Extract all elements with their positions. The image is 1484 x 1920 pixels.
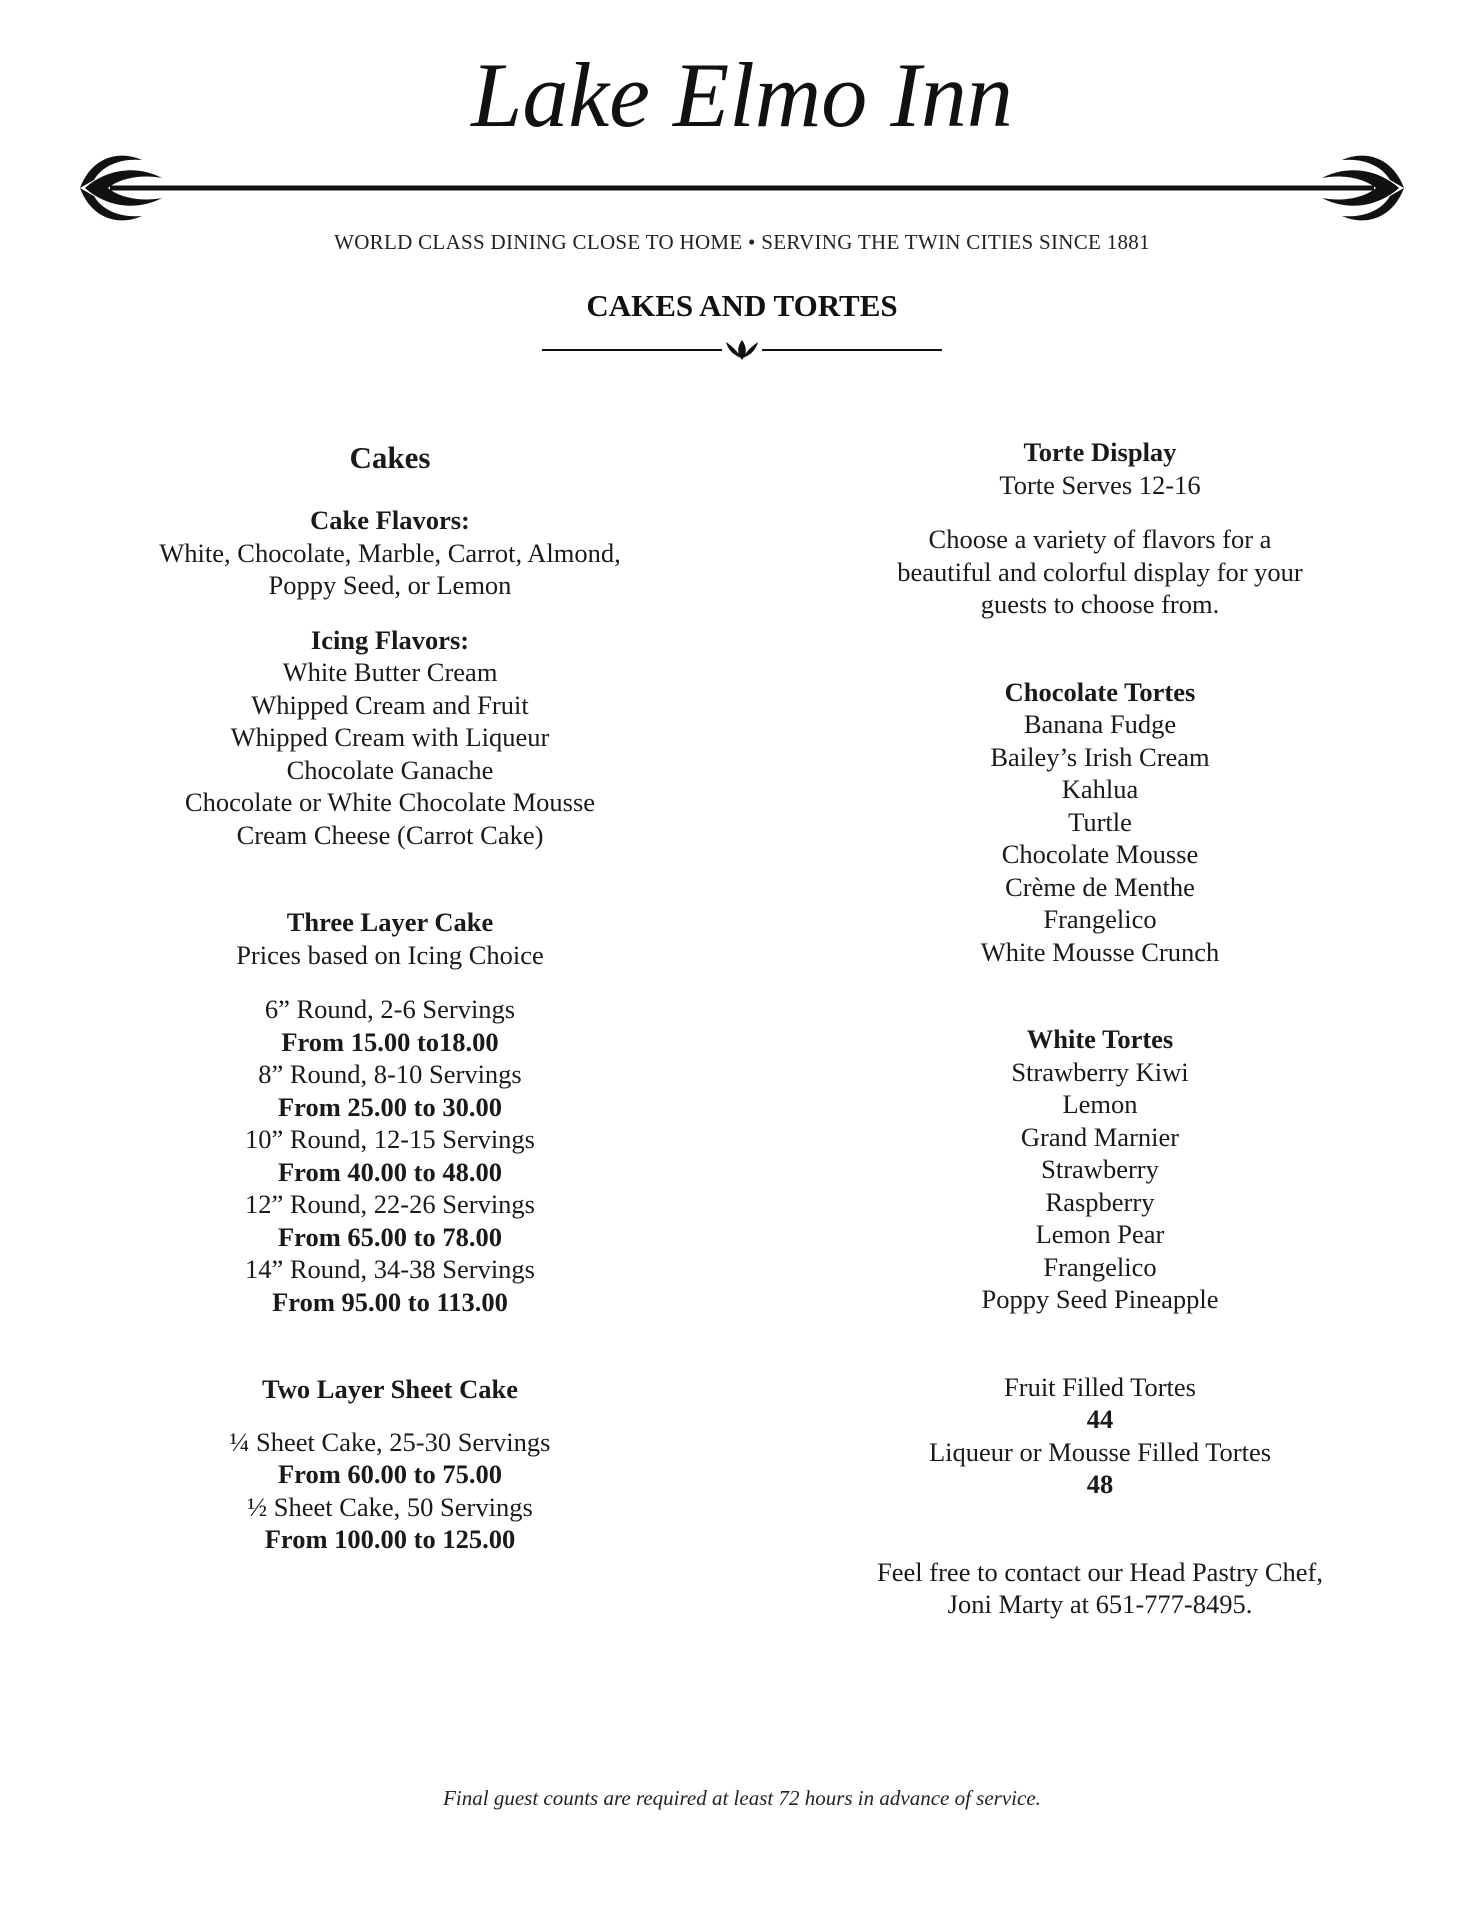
footer-note: Final guest counts are required at least 72 hours in advance of service. bbox=[443, 1786, 1041, 1810]
restaurant-title: Lake Elmo Inn bbox=[471, 44, 1013, 146]
three-layer-cake-note: Prices based on Icing Choice bbox=[236, 939, 544, 970]
cakes-column bbox=[90, 440, 690, 1556]
cake-size: 8” Round, 8-10 Servings bbox=[258, 1059, 522, 1089]
sheet-cake-price: From 60.00 to 75.00 bbox=[278, 1459, 502, 1489]
cake-flavors-label: Cake Flavors: bbox=[310, 505, 470, 535]
white-torte-item: Lemon Pear bbox=[1035, 1219, 1165, 1249]
white-torte-item: Strawberry bbox=[1041, 1154, 1159, 1184]
icing-flavor-item: Chocolate Ganache bbox=[286, 754, 494, 785]
icing-flavor-item: Whipped Cream with Liqueur bbox=[230, 722, 550, 752]
ornamental-divider bbox=[80, 150, 1404, 230]
chocolate-torte-item: White Mousse Crunch bbox=[980, 936, 1220, 967]
contact-info: Joni Marty at 651-777-8495. bbox=[947, 1589, 1253, 1619]
fruit-filled-tortes-price: 44 bbox=[1086, 1404, 1114, 1434]
sheet-cake-price: From 100.00 to 125.00 bbox=[264, 1524, 516, 1554]
white-torte-item: Poppy Seed Pineapple bbox=[981, 1284, 1219, 1314]
white-torte-item: Lemon bbox=[1062, 1089, 1138, 1119]
torte-display-description: beautiful and colorful display for your bbox=[897, 556, 1303, 587]
tortes-column bbox=[800, 436, 1400, 1621]
sheet-cake-size: ¼ Sheet Cake, 25-30 Servings bbox=[229, 1426, 551, 1457]
cake-size: 10” Round, 12-15 Servings bbox=[244, 1124, 535, 1154]
chocolate-torte-item: Frangelico bbox=[1043, 904, 1157, 934]
icing-flavor-item: Cream Cheese (Carrot Cake) bbox=[236, 819, 544, 850]
torte-display-serves: Torte Serves 12-16 bbox=[999, 469, 1201, 500]
sheet-cake-label: Two Layer Sheet Cake bbox=[262, 1374, 518, 1404]
cake-size: 14” Round, 34-38 Servings bbox=[244, 1254, 535, 1284]
cake-price: From 95.00 to 113.00 bbox=[272, 1286, 508, 1317]
tagline: WORLD CLASS DINING CLOSE TO HOME • SERVING THE TWIN CITIES SINCE 1881 bbox=[334, 230, 1150, 254]
cake-price: From 15.00 to18.00 bbox=[281, 1026, 499, 1057]
torte-display-label: Torte Display bbox=[1023, 437, 1177, 467]
icing-flavor-item: Whipped Cream and Fruit bbox=[251, 689, 529, 720]
icing-flavor-item: Chocolate or White Chocolate Mousse bbox=[184, 787, 596, 817]
contact-info: Feel free to contact our Head Pastry Chef, bbox=[877, 1556, 1323, 1587]
tulip-ornament-icon bbox=[722, 340, 762, 360]
cake-price: From 65.00 to 78.00 bbox=[278, 1221, 502, 1252]
chocolate-torte-item: Turtle bbox=[1068, 806, 1132, 837]
white-torte-item: Raspberry bbox=[1045, 1186, 1155, 1217]
liqueur-filled-tortes-label: Liqueur or Mousse Filled Tortes bbox=[928, 1436, 1272, 1467]
fruit-filled-tortes-label: Fruit Filled Tortes bbox=[1004, 1371, 1196, 1402]
chocolate-torte-item: Banana Fudge bbox=[1023, 709, 1177, 739]
white-torte-item: Strawberry Kiwi bbox=[1011, 1056, 1189, 1087]
icing-flavor-item: White Butter Cream bbox=[282, 657, 498, 687]
cake-price: From 40.00 to 48.00 bbox=[278, 1156, 502, 1187]
white-torte-item: Grand Marnier bbox=[1020, 1121, 1180, 1152]
cake-size: 6” Round, 2-6 Servings bbox=[264, 994, 516, 1024]
cake-flavors-line: White, Chocolate, Marble, Carrot, Almond, bbox=[159, 537, 621, 568]
chocolate-torte-item: Crème de Menthe bbox=[1005, 871, 1195, 902]
chocolate-torte-item: Chocolate Mousse bbox=[1001, 839, 1199, 869]
three-layer-cake-label: Three Layer Cake bbox=[286, 907, 494, 937]
white-torte-item: Frangelico bbox=[1043, 1251, 1157, 1282]
icing-flavors-label: Icing Flavors: bbox=[310, 624, 470, 655]
cake-size: 12” Round, 22-26 Servings bbox=[244, 1189, 535, 1219]
cake-price: From 25.00 to 30.00 bbox=[278, 1091, 502, 1122]
cakes-heading: Cakes bbox=[349, 440, 431, 475]
white-tortes-label: White Tortes bbox=[1026, 1024, 1174, 1054]
section-divider bbox=[542, 336, 942, 366]
chocolate-tortes-label: Chocolate Tortes bbox=[1004, 676, 1196, 707]
torte-display-description: Choose a variety of flavors for a bbox=[928, 524, 1272, 554]
liqueur-filled-tortes-price: 48 bbox=[1086, 1469, 1114, 1499]
cake-flavors-line: Poppy Seed, or Lemon bbox=[268, 570, 512, 600]
torte-display-description: guests to choose from. bbox=[980, 589, 1220, 619]
chocolate-torte-item: Bailey’s Irish Cream bbox=[990, 741, 1210, 772]
section-title: CAKES AND TORTES bbox=[586, 288, 898, 323]
sheet-cake-size: ½ Sheet Cake, 50 Servings bbox=[247, 1491, 533, 1522]
chocolate-torte-item: Kahlua bbox=[1061, 774, 1139, 804]
